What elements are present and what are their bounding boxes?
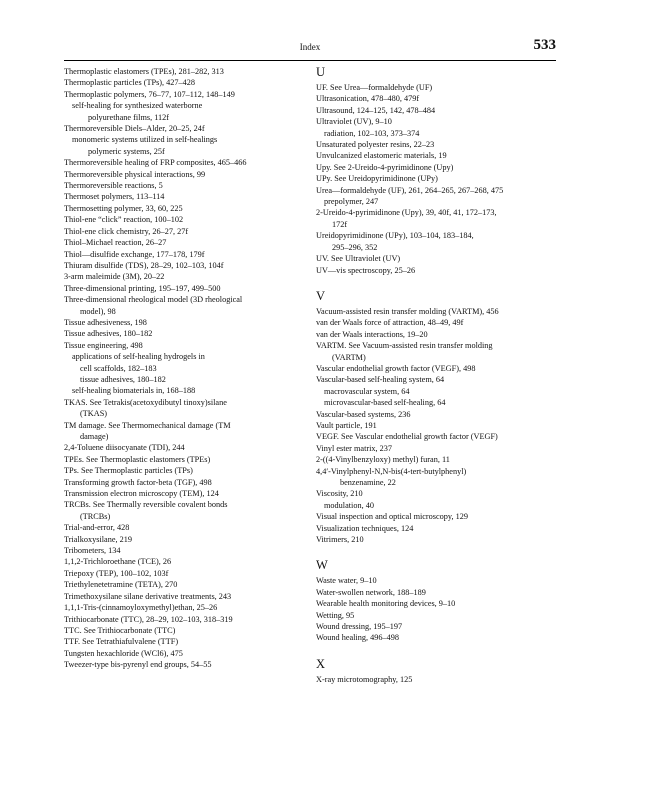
section-letter-v: V: [316, 288, 326, 303]
section-letter-x: X: [316, 656, 326, 671]
index-entry: Wound healing, 496–498: [316, 633, 399, 643]
index-entry: self-healing biomaterials in, 168–188: [72, 386, 196, 396]
index-entry: Trial-and-error, 428: [64, 523, 130, 533]
index-entry: Tissue engineering, 498: [64, 340, 143, 350]
index-entry: Transforming growth factor-beta (TGF), 498: [64, 477, 212, 487]
index-column-right: [316, 66, 556, 685]
index-entry: Triepoxy (TEP), 100–102, 103f: [64, 568, 169, 578]
index-entry: Thermoplastic particles (TPs), 427–428: [64, 78, 196, 88]
index-entry: Tweezer-type bis-pyrenyl end groups, 54–55: [64, 660, 212, 670]
index-entry: cell scaffolds, 182–183: [80, 363, 157, 373]
index-entry: radiation, 102–103, 373–374: [324, 128, 420, 138]
index-entry: Trimethoxysilane silane derivative treatments, 243: [64, 591, 232, 601]
section-letter-w: W: [316, 558, 328, 573]
index-column-left: [64, 66, 304, 671]
index-entry: UF. See Urea—formaldehyde (UF): [316, 83, 433, 92]
index-entry: 2-Ureido-4-pyrimidinone (Upy), 39, 40f, 41, 172–173,: [316, 208, 497, 218]
index-entry: UPy. See Ureidopyrimidinone (UPy): [316, 174, 438, 184]
index-entry: UV. See Ultraviolet (UV): [316, 254, 401, 264]
index-entry: TM damage. See Thermomechanical damage (TM: [64, 420, 231, 430]
index-entry: Thermoreversible Diels–Alder, 20–25, 24f: [64, 124, 205, 134]
index-entry: VARTM. See Vacuum-assisted resin transfer molding: [316, 341, 493, 351]
index-entry: Thermosetting polymer, 33, 60, 225: [64, 203, 183, 213]
index-entry: Visualization techniques, 124: [316, 523, 414, 533]
index-entry: Thiol-ene “click” reaction, 100–102: [64, 215, 184, 225]
index-entry: Unvulcanized elastomeric materials, 19: [316, 151, 447, 161]
index-entry: polymeric systems, 25f: [88, 146, 165, 156]
index-entry: Thiol—disulfide exchange, 177–178, 179f: [64, 249, 205, 259]
index-entry: van der Waals force of attraction, 48–49, 49f: [316, 318, 464, 328]
index-entry: polyurethane films, 112f: [88, 112, 170, 122]
header-rule: [64, 60, 556, 61]
index-entry: (VARTM): [332, 352, 366, 362]
index-entry: UV—vis spectroscopy, 25–26: [316, 265, 416, 275]
index-entry: Vacuum-assisted resin transfer molding (VARTM), 456: [316, 306, 499, 316]
index-entry: TRCBs. See Thermally reversible covalent bonds: [64, 500, 228, 510]
index-entry: Triethylenetetramine (TETA), 270: [64, 580, 178, 590]
index-entry: TPs. See Thermoplastic particles (TPs): [64, 466, 193, 476]
index-entry: Unsaturated polyester resins, 22–23: [316, 140, 435, 150]
index-entry: 2,4-Toluene diisocyanate (TDI), 244: [64, 443, 185, 453]
index-entry: benzenamine, 22: [340, 478, 396, 487]
index-entry: (TKAS): [80, 409, 108, 419]
index-entry: 295–296, 352: [332, 242, 378, 252]
index-entry: Three-dimensional printing, 195–197, 499–500: [64, 283, 221, 293]
index-entry: Ureidopyrimidinone (UPy), 103–104, 183–184,: [316, 231, 474, 241]
index-entry: Wound dressing, 195–197: [316, 622, 403, 632]
index-entry: macrovascular system, 64: [324, 386, 410, 396]
page-number: 533: [533, 37, 556, 53]
index-entry: Trialkoxysilane, 219: [64, 534, 132, 544]
index-entry: Thermoreversible healing of FRP composites, 465–466: [64, 158, 247, 168]
index-entry: 4,4′-Vinylphenyl-N,N-bis(4-tert-butylphenyl): [316, 466, 467, 476]
index-entry: Tribometers, 134: [64, 546, 121, 556]
section-letter-u: U: [316, 65, 326, 79]
index-entry: Vascular-based self-healing system, 64: [316, 375, 445, 385]
index-entry: Wetting, 95: [316, 610, 355, 620]
index-entry: Ultrasound, 124–125, 142, 478–484: [316, 105, 436, 115]
index-entry: self-healing for synthesized waterborne: [72, 101, 203, 111]
index-entry: 1,1,2-Trichloroethane (TCE), 26: [64, 557, 172, 567]
index-entry: Tissue adhesives, 180–182: [64, 329, 153, 339]
index-entry: Thermoset polymers, 113–114: [64, 192, 165, 202]
index-entry: Vascular endothelial growth factor (VEGF), 498: [316, 363, 476, 373]
index-entry: Thiol-ene click chemistry, 26–27, 27f: [64, 226, 189, 236]
index-entry: van der Waals interactions, 19–20: [316, 329, 428, 339]
index-entry: Vitrimers, 210: [316, 535, 364, 545]
index-entry: 2-((4-Vinylbenzyloxy) methyl) furan, 11: [316, 455, 450, 465]
index-entry: TKAS. See Tetrakis(acetoxydibutyl tinoxy)silane: [64, 397, 227, 407]
index-entry: 1,1,1-Tris-(cinnamoyloxymethyl)ethan, 25–26: [64, 603, 218, 613]
index-entry: Urea—formaldehyde (UF), 261, 264–265, 267–268, 475: [316, 185, 504, 195]
index-entry: 172f: [332, 219, 348, 229]
index-entry: modulation, 40: [324, 500, 374, 510]
index-entry: Thiuram disulfide (TDS), 28–29, 102–103, 104f: [64, 260, 224, 270]
index-entry: Thermoplastic elastomers (TPEs), 281–282, 313: [64, 67, 224, 76]
index-entry: 3-arm maleimide (3M), 20–22: [64, 272, 165, 282]
index-entry: Ultraviolet (UV), 9–10: [316, 117, 392, 127]
index-entry: Vascular-based systems, 236: [316, 409, 411, 419]
index-entry: Upy. See 2-Ureido-4-pyrimidinone (Upy): [316, 162, 454, 172]
index-entry: model), 98: [80, 306, 116, 316]
index-entry: TPEs. See Thermoplastic elastomers (TPEs): [64, 454, 211, 464]
index-entry: Ultrasonication, 478–480, 479f: [316, 94, 420, 104]
index-entry: VEGF. See Vascular endothelial growth factor (VEGF): [316, 432, 498, 442]
index-entry: microvascular-based self-healing, 64: [324, 398, 446, 408]
index-entry: Water-swollen network, 188–189: [316, 587, 426, 597]
index-entry: Vinyl ester matrix, 237: [316, 443, 393, 453]
index-entry: TTF. See Tetrathiafulvalene (TTF): [64, 637, 179, 647]
index-entry: Tungsten hexachloride (WCl6), 475: [64, 648, 183, 658]
index-entry: Thermoreversible physical interactions, 99: [64, 169, 206, 179]
index-entry: Thiol–Michael reaction, 26–27: [64, 238, 167, 248]
index-entry: Tissue adhesiveness, 198: [64, 317, 147, 327]
index-entry: tissue adhesives, 180–182: [80, 374, 166, 384]
index-entry: (TRCBs): [80, 511, 111, 521]
index-entry: Visual inspection and optical microscopy, 129: [316, 512, 469, 522]
running-title: Index: [299, 42, 321, 52]
index-entry: Wearable health monitoring devices, 9–10: [316, 599, 456, 609]
index-entry: Vault particle, 191: [316, 420, 377, 430]
index-entry: Viscosity, 210: [316, 489, 363, 499]
index-entry: TTC. See Trithiocarbonate (TTC): [64, 625, 176, 635]
index-entry: damage): [80, 432, 109, 441]
index-entry: prepolymer, 247: [324, 197, 379, 207]
index-entry: Thermoreversible reactions, 5: [64, 181, 163, 191]
index-entry: Trithiocarbonate (TTC), 28–29, 102–103, 318–319: [64, 614, 233, 624]
index-entry: applications of self-healing hydrogels in: [72, 352, 205, 362]
index-entry: Waste water, 9–10: [316, 576, 377, 586]
index-entry: Thermoplastic polymers, 76–77, 107–112, 148–149: [64, 89, 235, 99]
index-entry: X-ray microtomography, 125: [316, 674, 413, 684]
index-entry: Transmission electron microscopy (TEM), 124: [64, 489, 219, 499]
page-header: [64, 38, 556, 60]
index-entry: Three-dimensional rheological model (3D rheological: [64, 295, 243, 305]
index-entry: monomeric systems utilized in self-healings: [72, 135, 218, 145]
